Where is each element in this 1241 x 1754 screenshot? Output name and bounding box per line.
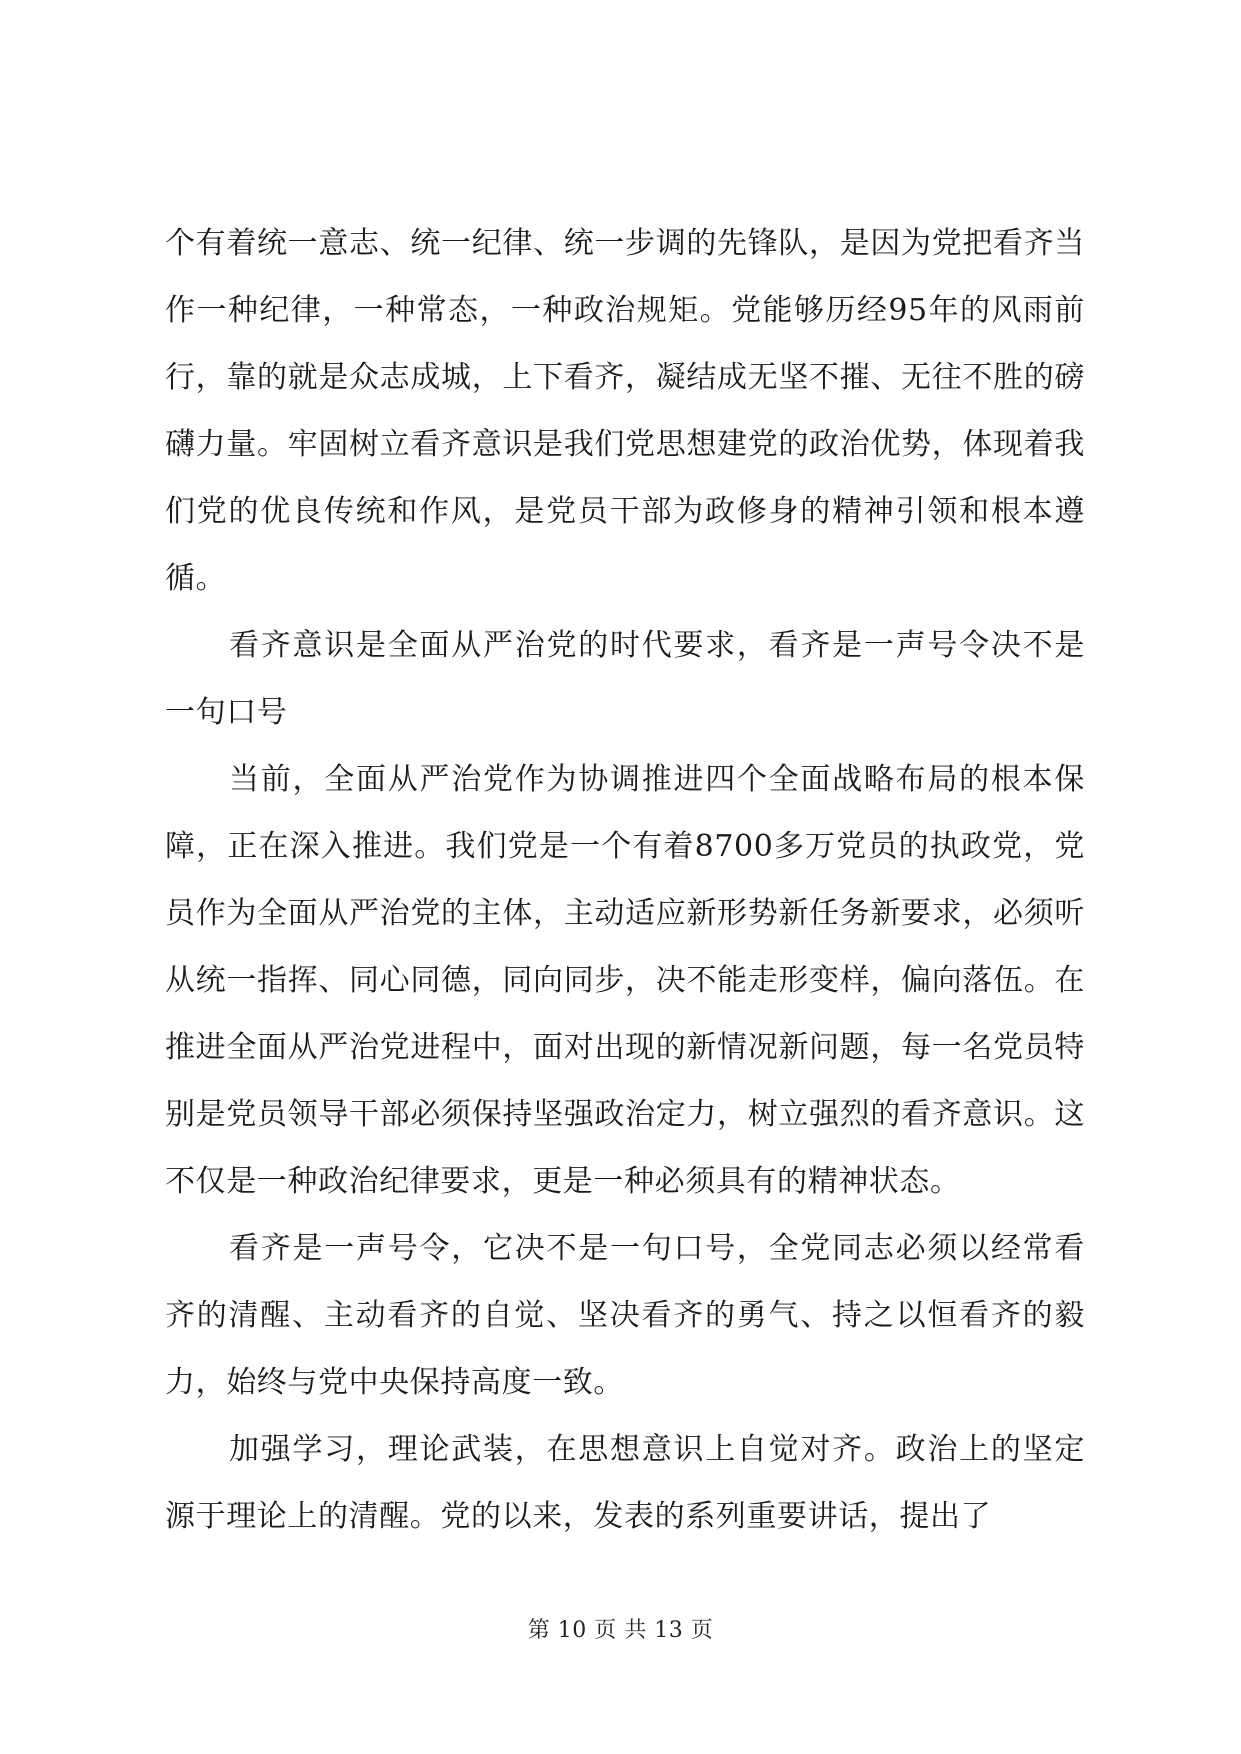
page-number-footer: 第 10 页 共 13 页 bbox=[527, 1618, 714, 1643]
paragraph: 当前，全面从严治党作为协调推进四个全面战略布局的根本保障，正在深入推进。我们党是一个有着8700多万党员的执政党，党员作为全面从严治党的主体，主动适应新形势新任务新要求，必须听从统一指挥、同心同德，同向同步，决不能走形变样，偏向落伍。在推进全面从严治党进程中，面对出现的新情况新问题，每一名党员特别是党员领导干部必须保持坚强政治定力，树立强烈的看齐意识。这不仅是一种政治纪律要求，更是一种必须具有的精神状态。 bbox=[165, 762, 1085, 1199]
paragraph: 看齐是一声号令，它决不是一句口号，全党同志必须以经常看齐的清醒、主动看齐的自觉、坚决看齐的勇气、持之以恒看齐的毅力，始终与党中央保持高度一致。 bbox=[165, 1231, 1085, 1400]
paragraph-continuation: 个有着统一意志、统一纪律、统一步调的先锋队，是因为党把看齐当作一种纪律，一种常态，一种政治规矩。党能够历经95年的风雨前行，靠的就是众志成城，上下看齐，凝结成无坚不摧、无往不胜的磅礴力量。牢固树立看齐意识是我们党思想建党的政治优势，体现着我们党的优良传统和作风，是党员干部为政修身的精神引领和根本遵循。 bbox=[165, 226, 1085, 596]
document-body bbox=[165, 210, 1085, 1550]
paragraph: 加强学习，理论武装，在思想意识上自觉对齐。政治上的坚定源于理论上的清醒。党的以来，发表的系列重要讲话，提出了 bbox=[165, 1432, 1085, 1534]
paragraph-heading: 看齐意识是全面从严治党的时代要求，看齐是一声号令决不是一句口号 bbox=[165, 628, 1085, 730]
